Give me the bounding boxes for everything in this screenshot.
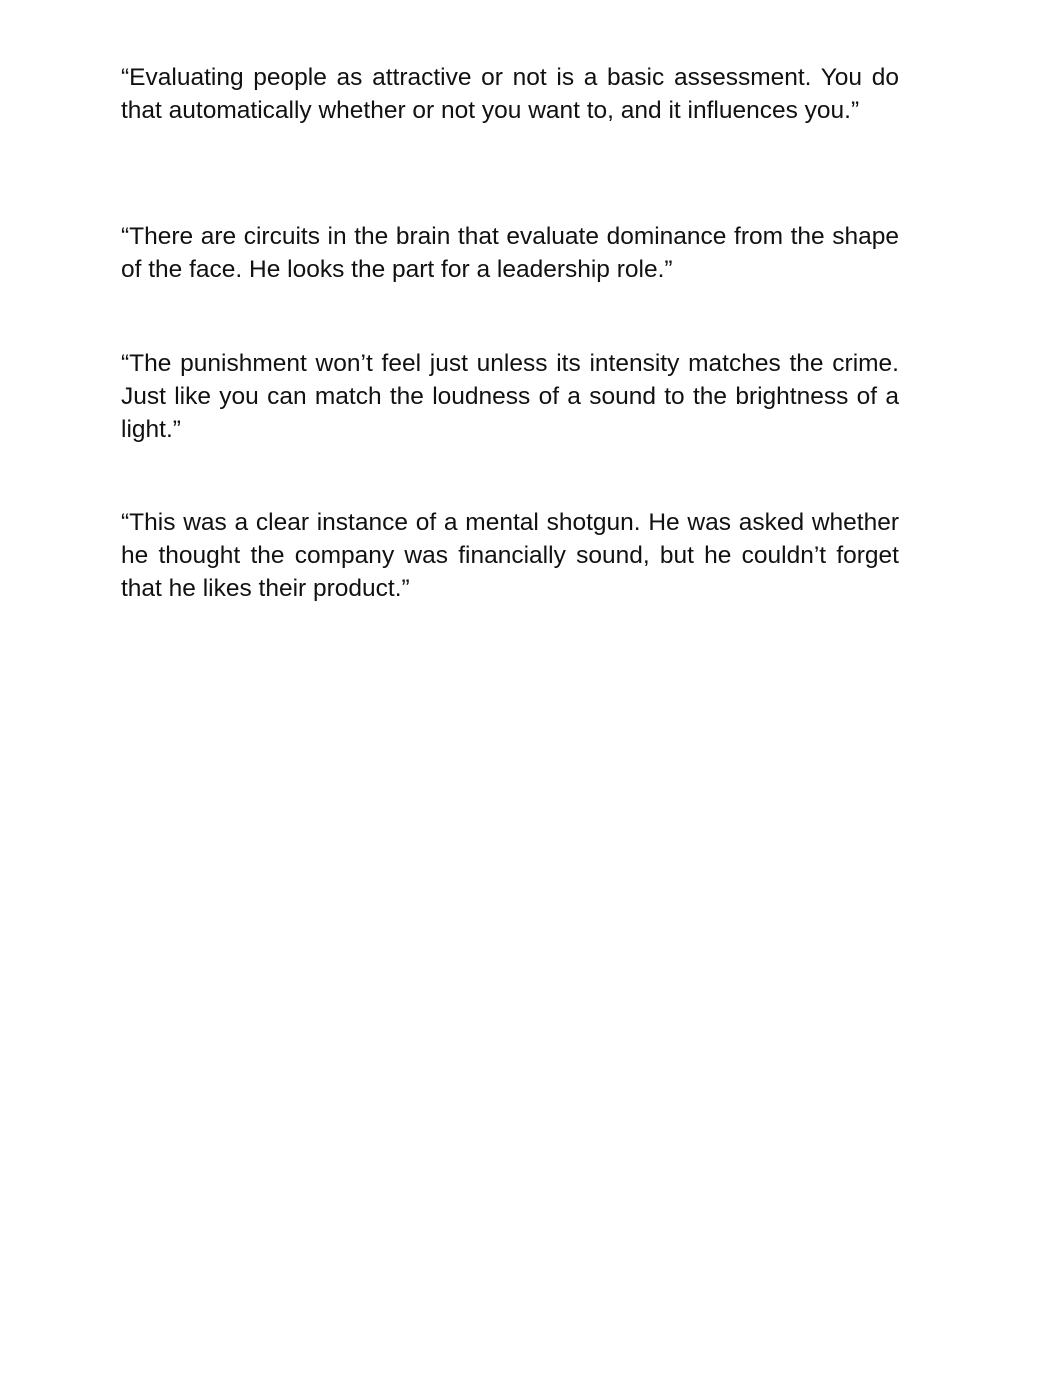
quote-paragraph: “This was a clear instance of a mental shotgun. He was asked whether he thought the company was financially sound, but he couldn’t forget that he likes their product.” xyxy=(121,509,899,602)
quote-paragraph: “Evaluating people as attractive or not is a basic assessment. You do that automatically whether or not you want to, and it influences you.” xyxy=(121,64,899,124)
quote-paragraph: “There are circuits in the brain that evaluate dominance from the shape of the face. He looks the part for a leadership role.” xyxy=(121,223,899,283)
quote-paragraph: “The punishment won’t feel just unless its intensity matches the crime. Just like you can match the loudness of a sound to the brightness of a light.” xyxy=(121,350,899,443)
